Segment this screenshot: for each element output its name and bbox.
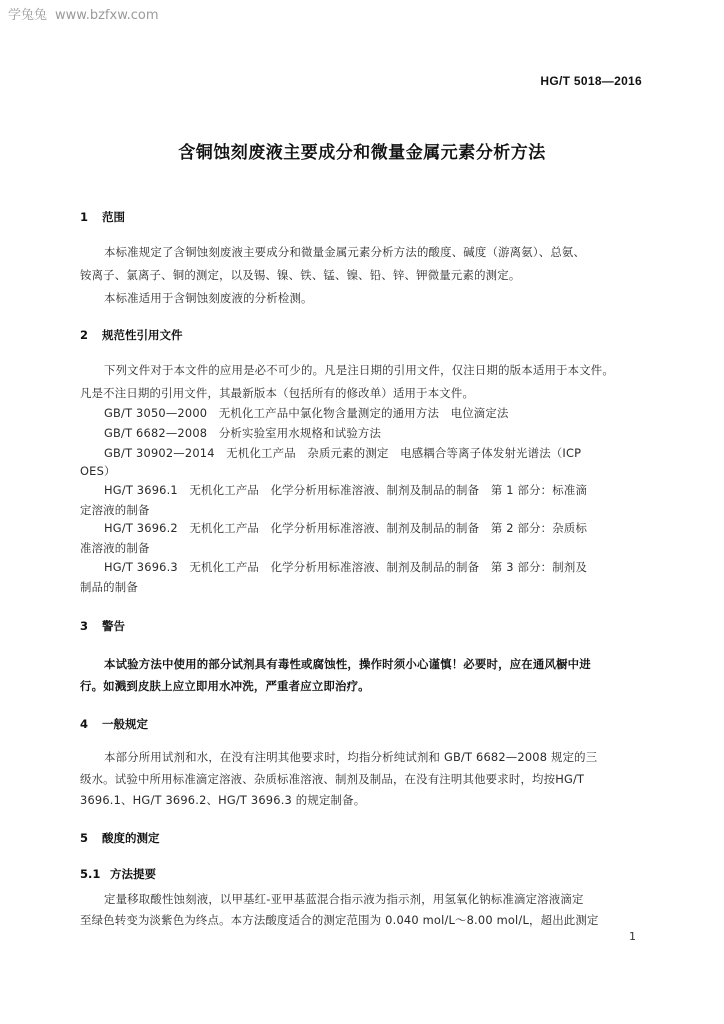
section-3-heading	[80, 618, 125, 634]
reference-item-continued: 制品的制备	[80, 580, 138, 594]
reference-item: GB/T 3050—2000 无机化工产品中氯化物含量测定的通用方法 电位滴定法	[104, 406, 509, 420]
section-number: 3	[80, 619, 89, 633]
reference-item: GB/T 6682—2008 分析实验室用水规格和试验方法	[104, 426, 382, 440]
watermark-site: 学兔兔	[8, 8, 48, 23]
reference-item: HG/T 3696.1 无机化工产品 化学分析用标准溶液、制剂及制品的制备 第 1 部分：标准滴	[104, 483, 588, 497]
section-5-heading	[80, 830, 160, 846]
reference-item: GB/T 30902—2014 无机化工产品 杂质元素的测定 电感耦合等离子体发射光谱法（ICP	[104, 446, 582, 460]
paragraph-line: 本标准规定了含铜蚀刻废液主要成分和微量金属元素分析方法的酸度、碱度（游离氨）、总氨、	[104, 245, 586, 259]
section-1-heading	[80, 209, 125, 225]
paragraph-line: 本标准适用于含铜蚀刻废液的分析检测。	[104, 291, 313, 305]
section-number: 2	[80, 328, 89, 342]
paragraph-line: 3696.1、HG/T 3696.2、HG/T 3696.3 的规定制备。	[80, 793, 366, 807]
reference-item: HG/T 3696.2 无机化工产品 化学分析用标准溶液、制剂及制品的制备 第 2 部分：杂质标	[104, 521, 588, 535]
section-title: 方法提要	[110, 867, 156, 881]
section-5-1-heading	[80, 866, 156, 882]
section-title: 范围	[102, 210, 125, 224]
section-4-heading	[80, 716, 148, 732]
paragraph-line: 铵离子、氯离子、铜的测定，以及锡、镍、铁、锰、镍、铅、锌、钾微量元素的测定。	[80, 268, 521, 282]
standard-code: HG/T 5018—2016	[540, 74, 642, 88]
section-title: 警告	[102, 619, 125, 633]
watermark	[8, 4, 167, 23]
paragraph-line: 定量移取酸性蚀刻液，以甲基红-亚甲基蓝混合指示液为指示剂，用氢氧化钠标准滴定溶液滴定	[104, 892, 584, 906]
paragraph-line: 下列文件对于本文件的应用是必不可少的。凡是注日期的引用文件，仅注日期的版本适用于本文件。	[104, 363, 614, 377]
paragraph-line: 至绿色转变为淡紫色为终点。本方法酸度适合的测定范围为 0.040 mol/L～8.00 mol/L，超出此测定	[80, 913, 599, 927]
section-number: 4	[80, 717, 89, 731]
section-number: 5.1	[80, 867, 101, 881]
paragraph-line: 级水。试验中所用标准滴定溶液、杂质标准溶液、制剂及制品，在没有注明其他要求时，均按HG/T	[80, 772, 585, 786]
section-title: 酸度的测定	[102, 831, 160, 845]
page-number: 1	[629, 930, 636, 943]
paragraph-line: 本部分所用试剂和水，在没有注明其他要求时，均指分析纯试剂和 GB/T 6682—2008 规定的三	[104, 750, 598, 764]
warning-line: 行。如溅到皮肤上应立即用水冲洗，严重者应立即治疗。	[80, 679, 370, 693]
watermark-url: www.bzfxw.com	[55, 8, 159, 23]
section-title: 规范性引用文件	[102, 328, 183, 342]
reference-item-continued: 定溶液的制备	[80, 503, 150, 517]
section-2-heading	[80, 327, 183, 343]
section-number: 5	[80, 831, 89, 845]
document-title: 含铜蚀刻废液主要成分和微量金属元素分析方法	[178, 143, 546, 163]
reference-item-continued: 准溶液的制备	[80, 541, 150, 555]
reference-item: HG/T 3696.3 无机化工产品 化学分析用标准溶液、制剂及制品的制备 第 3 部分：制剂及	[104, 560, 588, 574]
section-title: 一般规定	[102, 717, 148, 731]
warning-line: 本试验方法中使用的部分试剂具有毒性或腐蚀性，操作时须小心谨慎！必要时，应在通风橱中进	[104, 657, 591, 671]
section-number: 1	[80, 210, 89, 224]
paragraph-line: 凡是不注日期的引用文件，其最新版本（包括所有的修改单）适用于本文件。	[80, 386, 475, 400]
reference-item-continued: OES）	[80, 464, 116, 478]
